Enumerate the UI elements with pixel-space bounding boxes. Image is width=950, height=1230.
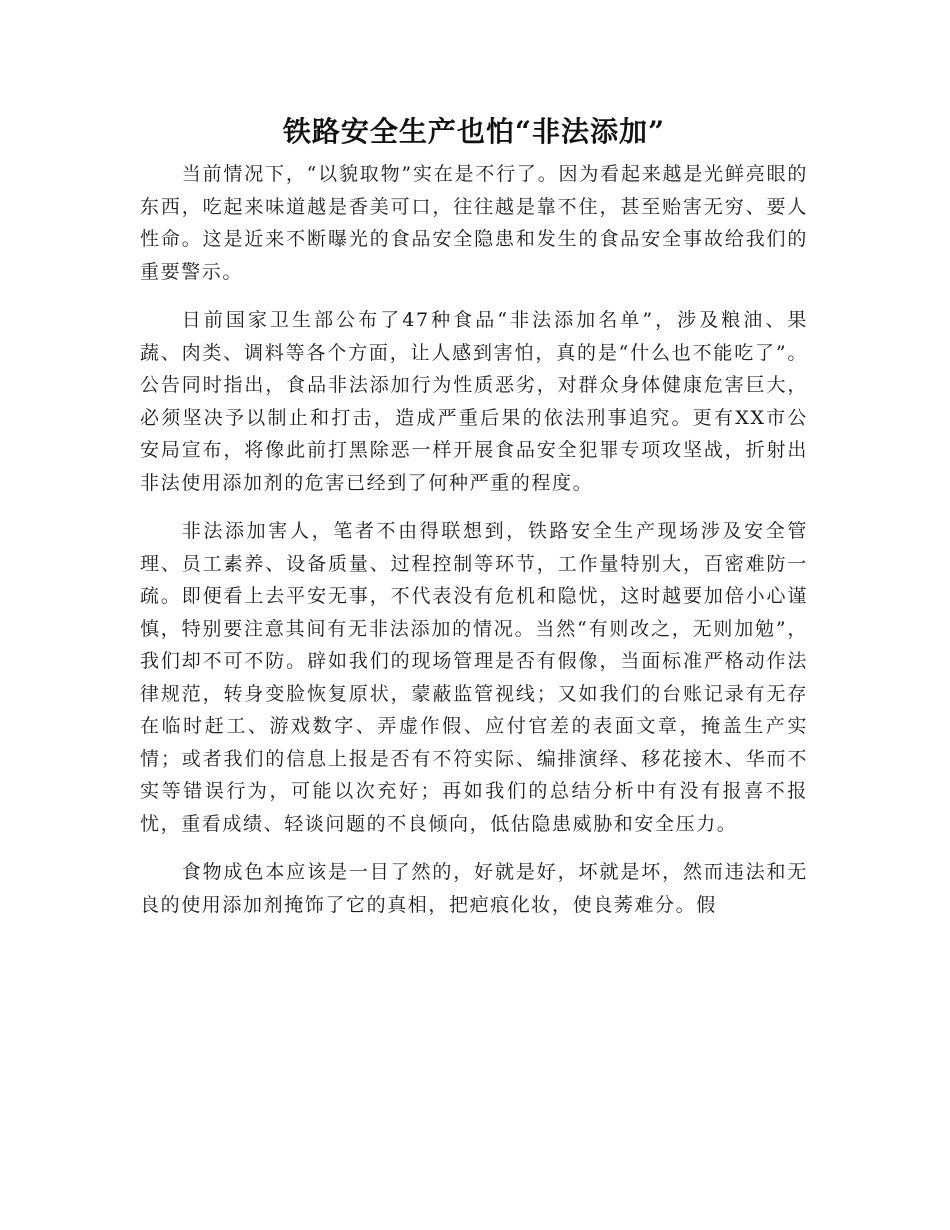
paragraph-4: 食物成色本应该是一目了然的，好就是好，坏就是坏，然而违法和无良的使用添加剂掩饰了它的真相，把疤痕化妆，使良莠难分。假 <box>140 861 808 916</box>
paragraph-3: 非法添加害人，笔者不由得联想到，铁路安全生产现场涉及安全管理、员工素养、设备质量、过程控制等环节，工作量特别大，百密难防一疏。即便看上去平安无事，不代表没有危机和隐忧，这时越要加倍小心谨慎，特别要注意其间有无非法添加的情况。当然“有则改之，无则加勉”，我们却不可不防。辟如我们的现场管理是否有假像，当面标准严格动作法律规范，转身变脸恢复原状，蒙蔽监管视线；又如我们的台账记录有无存在临时赶工、游戏数字、弄虚作假、应付官差的表面文章，掩盖生产实情；或者我们的信息上报是否有不符实际、编排演绎、移花接木、华而不实等错误行为，可能以次充好；再如我们的总结分析中有没有报喜不报忧，重看成绩、轻谈问题的不良倾向，低估隐患威胁和安全压力。 <box>140 520 808 835</box>
document-title: 铁路安全生产也怕“非法添加” <box>282 115 666 148</box>
paragraph-2: 日前国家卫生部公布了47种食品“非法添加名单”，涉及粮油、果蔬、肉类、调料等各个方面，让人感到害怕，真的是“什么也不能吃了”。公告同时指出，食品非法添加行为性质恶劣，对群众身体健康危害巨大，必须坚决予以制止和打击，造成严重后果的依法刑事追究。更有XX市公安局宣布，将像此前打黑除恶一样开展食品安全犯罪专项攻坚战，折射出非法使用添加剂的危害已经到了何种严重的程度。 <box>140 309 808 494</box>
document-page <box>140 0 808 1230</box>
paragraph-1: 当前情况下，“以貌取物”实在是不行了。因为看起来越是光鲜亮眼的东西，吃起来味道越是香美可口，往往越是靠不住，甚至贻害无穷、要人性命。这是近来不断曝光的食品安全隐患和发生的食品安全事故给我们的重要警示。 <box>140 163 808 283</box>
